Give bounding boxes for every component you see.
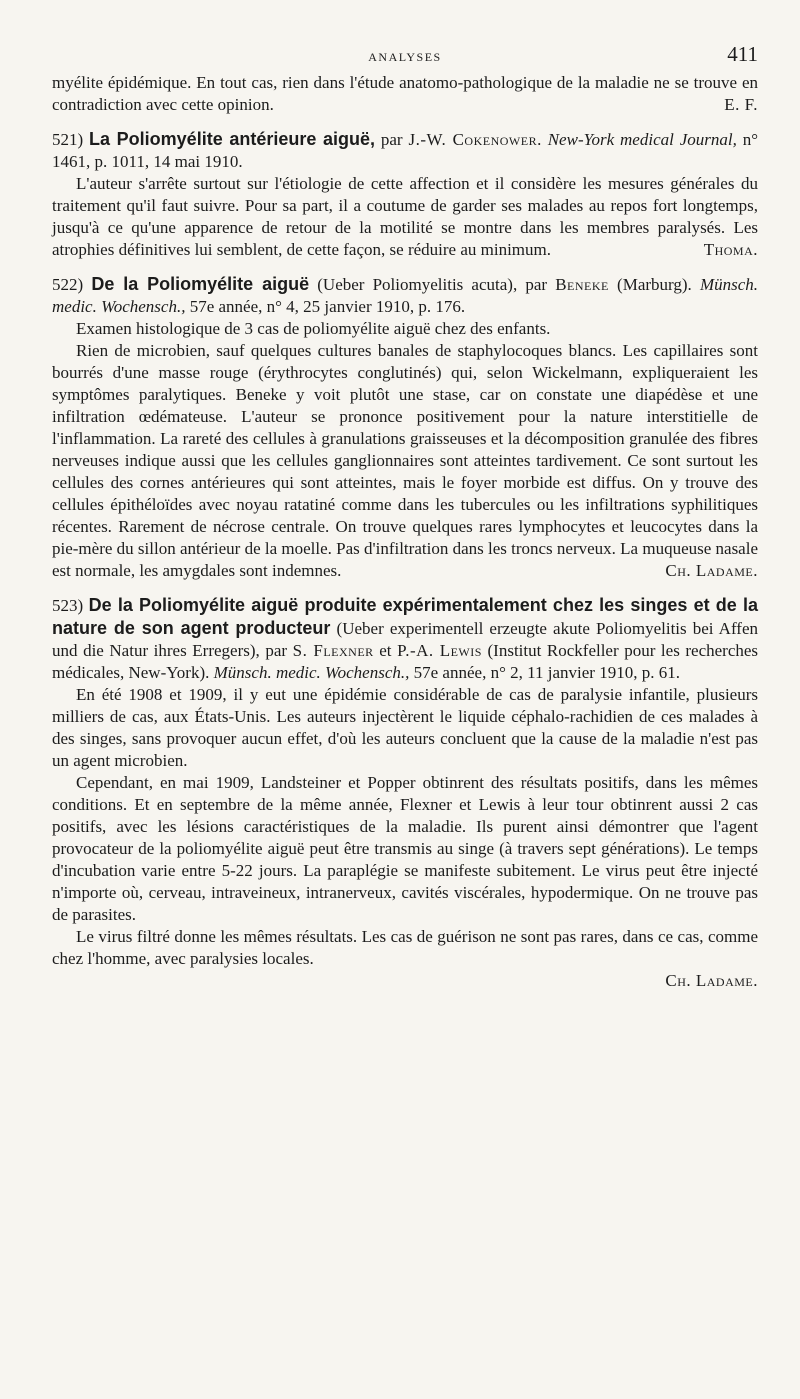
intro-signature: E. F.: [724, 95, 758, 114]
entry-place: (Institut Rockfeller pour les recherches médicales, New-York).: [52, 641, 759, 682]
entry-title: De la Poliomyélite aiguë: [91, 274, 310, 294]
page-number: 411: [727, 42, 758, 66]
entry-number: 522): [52, 275, 84, 294]
entry-journal: Münsch. medic. Wochensch.,: [52, 275, 759, 316]
entry-signature: Ch. Ladame.: [665, 561, 758, 580]
entry-heading: [52, 128, 758, 173]
entry-heading: [52, 273, 758, 318]
entry-signature: Thoma.: [703, 240, 758, 259]
entry-by: par: [380, 130, 403, 149]
running-title: ANALYSES: [368, 50, 442, 64]
entry-ref: 57e année, n° 4, 25 janvier 1910, p. 176.: [189, 297, 466, 316]
entry-ref: n° 1461, p. 1011, 14 mai 1910.: [52, 130, 759, 171]
entry-author-2: P.-A. Lewis: [397, 641, 482, 660]
entry-paragraph: Le virus filtré donne les mêmes résultats. Les cas de guérison ne sont pas rares, dans ce cas, comme chez l'homme, avec paralysies locales.: [52, 927, 758, 968]
entry-journal: Münsch. medic. Wochensch.,: [213, 663, 410, 682]
entry-ref: 57e année, n° 2, 11 janvier 1910, p. 61.: [413, 663, 680, 682]
entry-paragraph-text: Rien de microbien, sauf quelques cultures banales de staphylocoques blancs. Les capillaires sont bourrés d'une masse rouge (érythrocytes conglutinés) qui, selon Wickelmann, expliqueraient les symptômes paralytiques. Beneke y voit plutôt une stase, car on constate une diapédèse et une infiltration œdémateuse. L'auteur se prononce positivement pour la nature interstitielle de l'inflammation. La rareté des cellules à granulations graisseuses et la décomposition granulée des fibres nerveuses indique aussi que les cellules ganglionnaires sont atteintes tardivement. Ce sont surtout les cellules des cornes antérieures qui sont atteintes, mais le foyer morbide est diffus. On y trouve des cellules épithéloïdes avec noyau ratatiné comme dans les tubercules ou les infiltrations syphilitiques récentes. Rarement de nécrose centrale. On trouve quelques rares lymphocytes et leucocytes dans la pie-mère du sillon antérieur de la moelle. Pas d'infiltration dans les troncs nerveux. La muqueuse nasale est normale, les amygdales sont indemnes.: [52, 341, 758, 580]
entry-author: Beneke: [555, 275, 609, 294]
entry-paragraph: [52, 173, 758, 261]
entry-paragraph: [52, 340, 758, 582]
entry-subtitle: (Ueber Poliomyelitis acuta), par: [317, 275, 548, 294]
entry-place: (Marburg).: [617, 275, 692, 294]
entry-521: [52, 128, 758, 261]
entry-paragraph: Examen histologique de 3 cas de poliomyélite aiguë chez des enfants.: [76, 319, 551, 338]
entry-number: 523): [52, 596, 84, 615]
entry-522: [52, 273, 758, 582]
entry-subtitle: (Ueber experimentell erzeugte akute Poliomyelitis bei Affen und die Natur ihres Erregers), par: [52, 619, 759, 660]
entry-number: 521): [52, 130, 84, 149]
entry-paragraph: Cependant, en mai 1909, Landsteiner et Popper obtinrent des résultats positifs, dans les mêmes conditions. Et en septembre de la même année, Flexner et Lewis à leur tour obtinrent aussi 2 cas positifs, avec les lésions caractéristiques de la maladie. Ils purent ainsi démontrer que l'agent provocateur de la poliomyélite aiguë peut être transmis au singe (à travers sept générations). Le temps d'incubation varie entre 5-22 jours. La paraplégie se manifeste subitement. Le virus peut être injecté n'importe où, cerveau, intraveineux, intranerveux, cavités viscérales, hypodermique. On ne trouve pas de parasites.: [52, 773, 758, 924]
page: [52, 38, 758, 992]
intro-paragraph: [52, 72, 758, 116]
entry-signature: Ch. Ladame.: [665, 971, 758, 990]
intro-block: [52, 72, 758, 116]
entry-title: La Poliomyélite antérieure aiguë,: [89, 129, 375, 149]
entry-and: et: [379, 641, 392, 660]
entry-paragraph: En été 1908 et 1909, il y eut une épidémie considérable de cas de paralysie infantile, plusieurs milliers de cas, aux États-Unis. Les auteurs injectèrent le liquide céphalo-rachidien de ces malades à des singes, sans provoquer aucun effet, d'où les auteurs concluent que la cause de la maladie n'est pas un agent microbien.: [52, 685, 758, 770]
entry-heading: [52, 594, 758, 684]
entry-author: J.-W. Cokenower.: [408, 130, 542, 149]
intro-text: myélite épidémique. En tout cas, rien dans l'étude anatomo-pathologique de la maladie ne se trouve en contradiction avec cette opinion.: [52, 73, 758, 114]
entry-paragraph-text: L'auteur s'arrête surtout sur l'étiologie de cette affection et il considère les mesures générales du traitement qu'il faut suivre. Pour sa part, il a coutume de garder ses malades au repos fort longtemps, jusqu'à ce qu'une apparence de retour de la motilité se montre dans les membres paralysés. Les atrophies définitives lui semblent, de cette façon, se réduire au minimum.: [52, 174, 758, 259]
entry-journal: New-York medical Journal,: [547, 130, 737, 149]
running-header: [52, 38, 758, 72]
entry-author: S. Flexner: [292, 641, 374, 660]
entry-523: [52, 594, 758, 992]
entry-title: De la Poliomyélite aiguë produite expérimentalement chez les singes et de la nature de son agent producteur: [52, 595, 759, 638]
